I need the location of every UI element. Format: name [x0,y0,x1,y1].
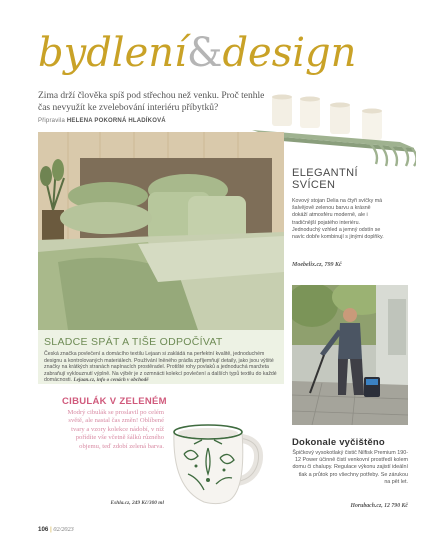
sleep-feature-source: Lejaan.cz, info o cenách v obchodě [73,377,149,384]
candle-holder-body: Kovový stojan Delia na čtyři svíčky má šalvějově zelenou barvu a krásně dokáží atmosféru moderně, ale i tradičnější pojatého interiéru. Jednoduchý vzhled a jemný odstín se navíc dobře kombinují s jinými doplňky. [292,198,384,241]
folio-separator: | [50,526,52,533]
pressure-washer-title: Dokonale vyčištěno [292,437,385,448]
masthead-word-bydleni: bydlení [38,30,187,76]
sleep-feature-title: SLADCE SPÁT A TIŠE ODPOČÍVAT [44,336,223,348]
cup-title: CIBULÁK V ZELENÉM [62,396,167,407]
section-masthead [38,30,356,80]
bedroom-photo [38,132,284,330]
cup-price: Eshla.cz, 249 Kč/300 ml [110,500,164,506]
page-number: 106 [38,526,49,533]
pressure-washer-body: Špičkový vysokotlaký čistič Nilfisk Premium 190-12 Power účinně čistí venkovní prostředí kolem domu či chalupy. Regulace výkonu zajistí ideální tlak a průtok pro všechny potřeby. Se zárukou na pět let. [292,450,408,485]
masthead-ampersand: & [186,30,223,76]
page-folio [38,526,74,533]
candle-holder-title-line1: ELEGANTNÍ [292,167,358,179]
credit-label: Připravila [38,118,66,124]
intro-text: Zima drží člověka spíš pod střechou než venku. Proč tenhle čas nevyužít ke zvelebování interiéru příbytků? [38,91,265,113]
pressure-washer-price: Horubach.cz, 12 790 Kč [350,503,408,509]
issue-number: 02/2023 [53,526,74,533]
green-onion-cup-image [168,418,264,508]
credit-name: HELENA POKORNÁ HLADÍKOVÁ [66,118,166,124]
candle-holder-price: Moebelix.cz, 799 Kč [292,262,342,268]
sleep-feature-body [44,351,278,384]
candle-holder-title-line2: SVÍCEN [292,179,336,191]
author-credit [38,118,166,124]
cup-body: Modrý cibulák se proslavil po celém světě, ale nastal čas změn! Oblíbené tvary a vzory kolekce nádobí, v níž pořídíte vše včetně šálků různého objemu, teď zdobí zelená barva. [67,409,164,450]
pressure-washer-photo [292,285,408,425]
sleep-feature-text: Česká značka povlečení a domácího textilu Lejaan si zakládá na perfektní kvalitě, jednoduchém designu a kontrolovaných materiálech. Používání lněného prádla zpříjemňují detaily, jako jsou výšité značky na krátkých stranách napínacích prostěradel. Protišté rohy povlaků a jednoduchá manžeta zabraňují vyklouznutí výplně. Na výběr je z ozmnácti kolekcí povlečení a dalších typů textilu do každé domácnosti. [44,351,277,384]
candle-holder-title [292,167,422,191]
masthead-word-design: design [222,30,357,76]
